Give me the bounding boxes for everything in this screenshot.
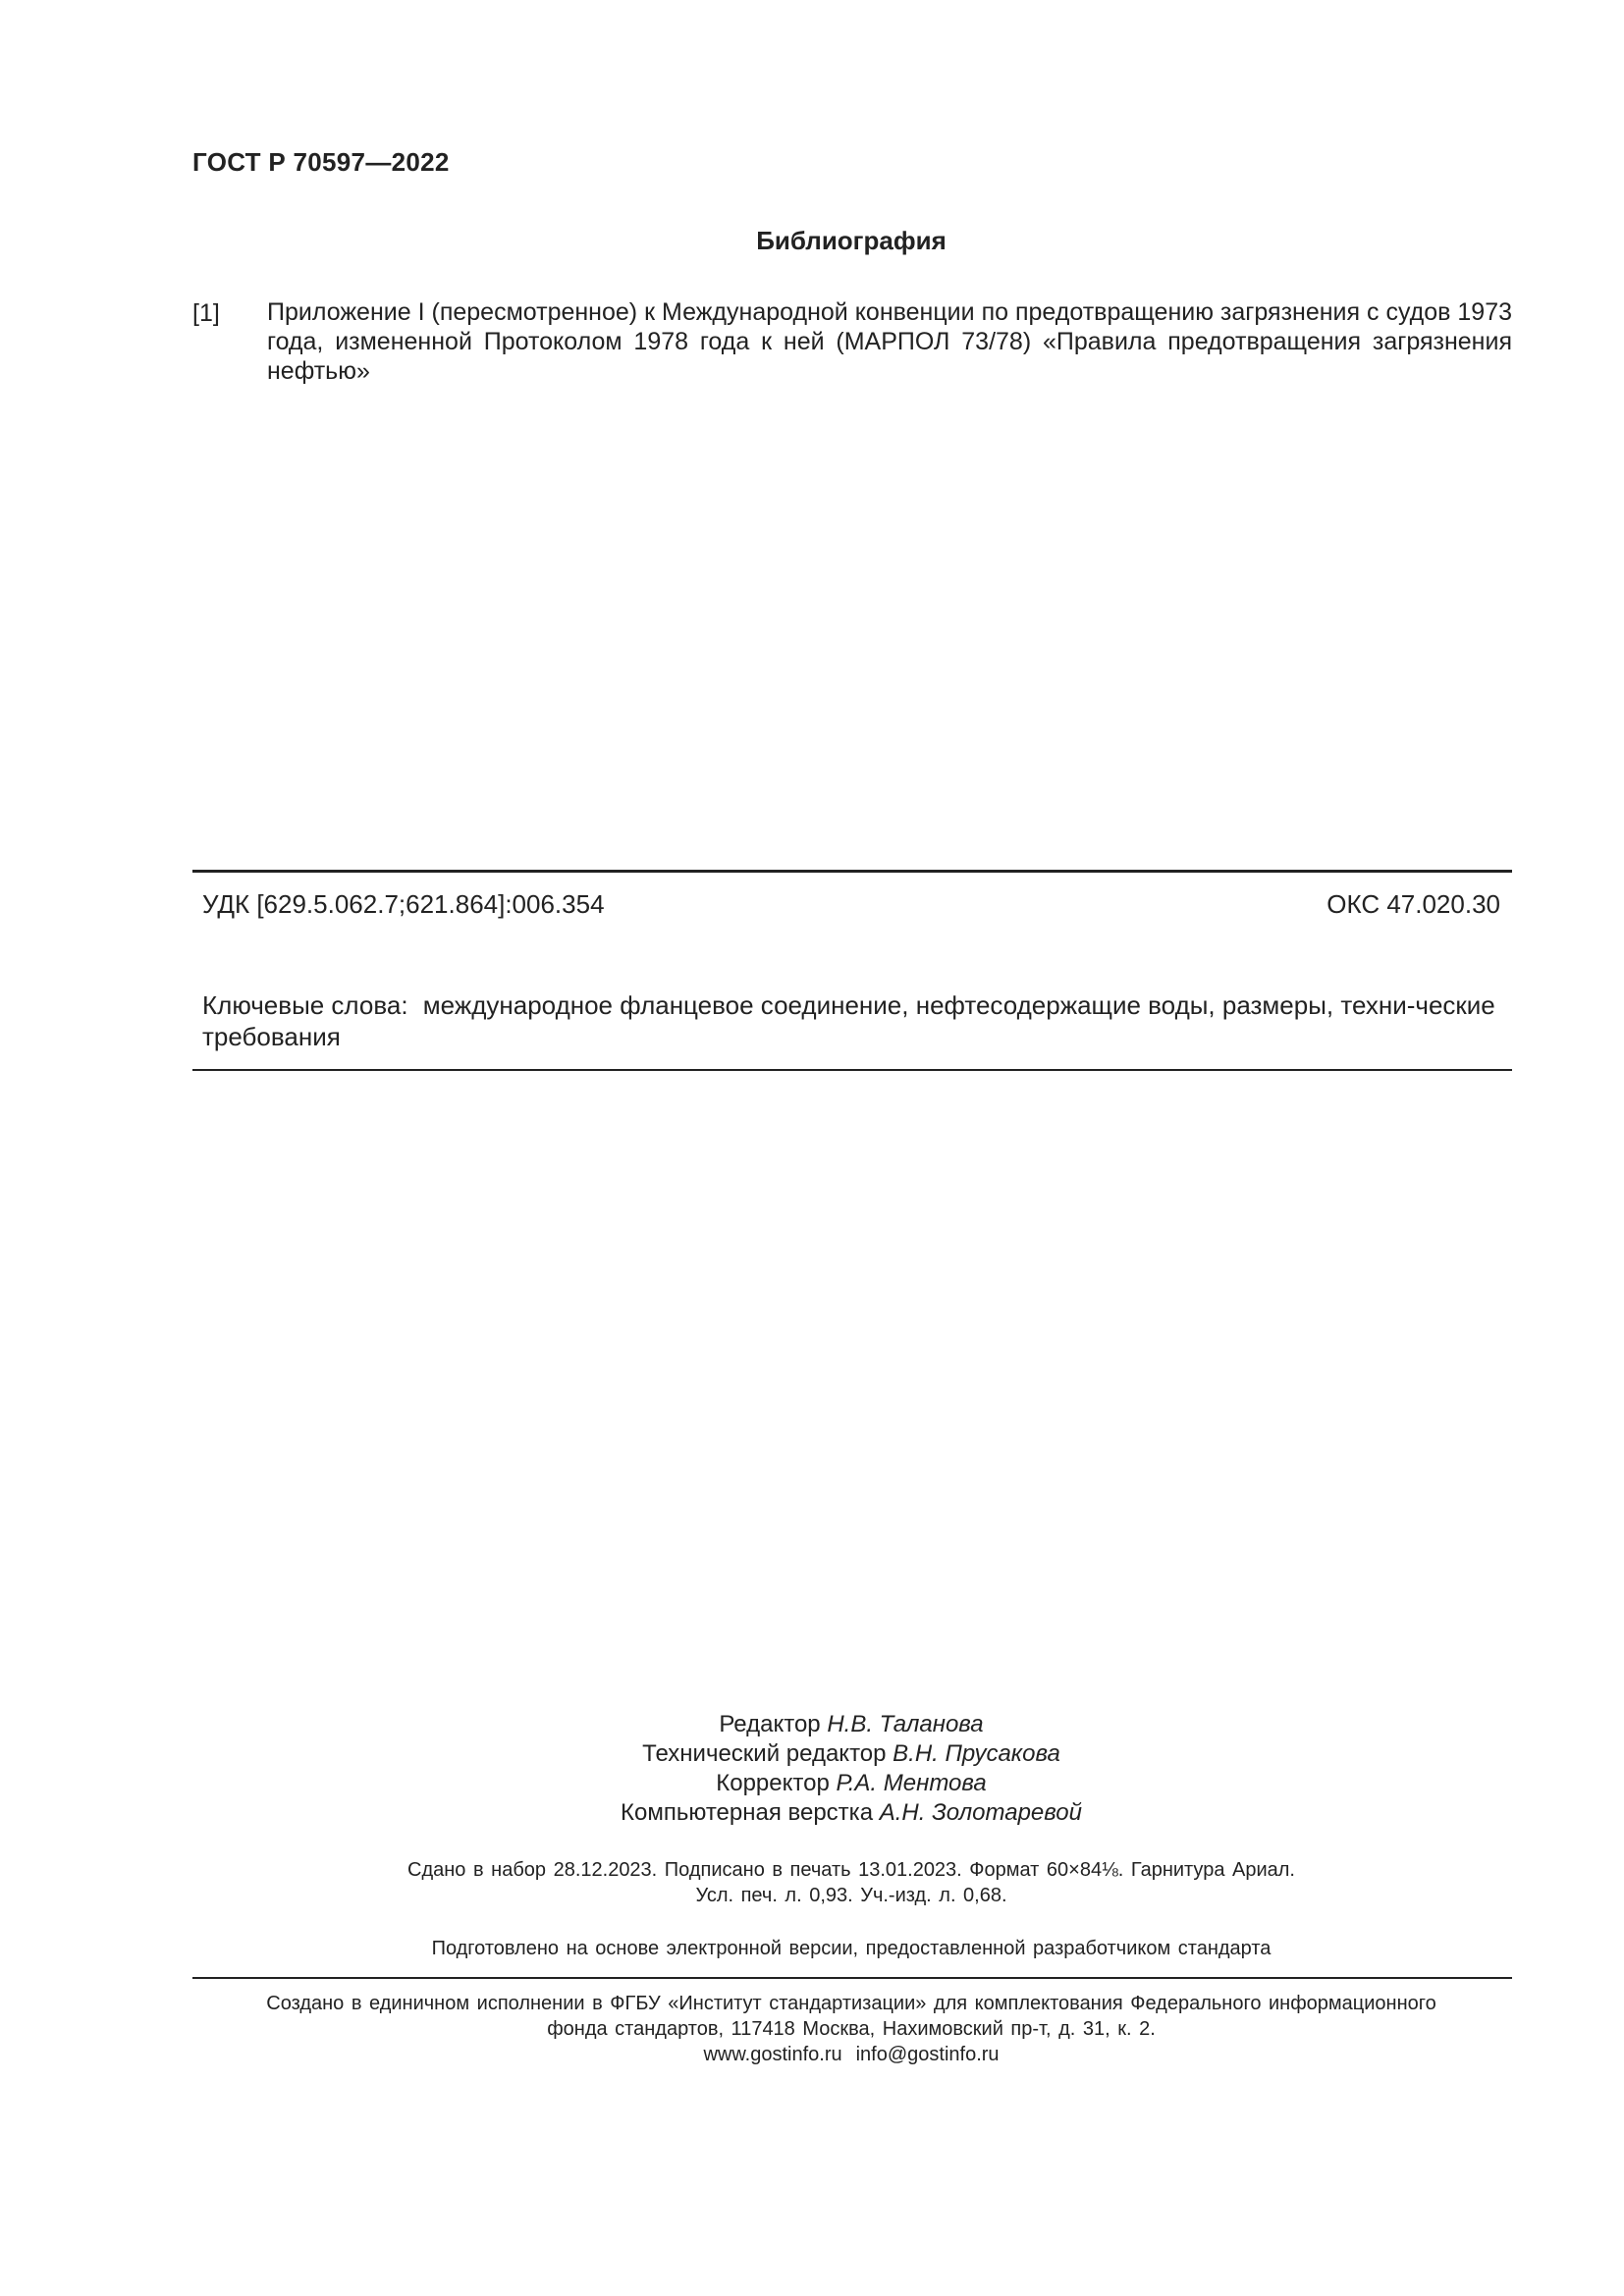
reference-text: Приложение I (пересмотренное) к Международной конвенции по предотвращению загрязнения с судов 1973 года, измененной Протоколом 1978 года к ней (МАРПОЛ 73/78) «Правила предотвращения загрязнения нефтью» xyxy=(267,298,1512,385)
keywords-text: международное фланцевое соединение, нефтесодержащие воды, размеры, техни-ческие требования xyxy=(202,990,1495,1051)
credit-tech-editor xyxy=(0,1740,1624,1768)
print-info-line-2: Усл. печ. л. 0,93. Уч.-изд. л. 0,68. xyxy=(695,1885,1007,1906)
credit-name: В.Н. Прусакова xyxy=(893,1740,1060,1767)
document-code: ГОСТ Р 70597—2022 xyxy=(192,147,450,177)
credit-layout xyxy=(0,1799,1624,1827)
credit-name: Н.В. Таланова xyxy=(827,1711,984,1737)
keywords-divider xyxy=(192,1069,1512,1071)
credit-name: А.Н. Золотаревой xyxy=(879,1799,1082,1826)
credit-editor xyxy=(0,1711,1624,1738)
footer-website: www.gostinfo.ru xyxy=(703,2044,842,2065)
reference-number: [1] xyxy=(192,299,220,327)
print-info-line-1: Сдано в набор 28.12.2023. Подписано в печать 13.01.2023. Формат 60×84⅛. Гарнитура Ариал. xyxy=(407,1859,1295,1881)
footer-contacts xyxy=(0,2044,1624,2066)
footer-line-2: фонда стандартов, 117418 Москва, Нахимовский пр-т, д. 31, к. 2. xyxy=(547,2018,1156,2040)
credit-name: Р.А. Ментова xyxy=(836,1770,987,1796)
credit-role: Технический редактор xyxy=(642,1740,887,1767)
credit-role: Компьютерная верстка xyxy=(621,1799,874,1826)
bibliography-title: Библиография xyxy=(756,226,947,255)
footer-line-1: Создано в единичном исполнении в ФГБУ «Институт стандартизации» для комплектования Федерального информационного xyxy=(266,1993,1436,2014)
udk-code: УДК [629.5.062.7;621.864]:006.354 xyxy=(202,889,605,919)
oks-code: ОКС 47.020.30 xyxy=(1326,889,1500,919)
footer-divider xyxy=(192,1977,1512,1979)
credit-role: Корректор xyxy=(716,1770,830,1796)
prepared-note: Подготовлено на основе электронной версии, предоставленной разработчиком стандарта xyxy=(431,1938,1272,1959)
footer-email: info@gostinfo.ru xyxy=(855,2044,1000,2065)
keywords-block xyxy=(202,989,1502,1052)
top-divider xyxy=(192,870,1512,873)
credit-role: Редактор xyxy=(719,1711,821,1737)
credit-corrector xyxy=(0,1770,1624,1797)
keywords-label: Ключевые слова: xyxy=(202,990,408,1020)
